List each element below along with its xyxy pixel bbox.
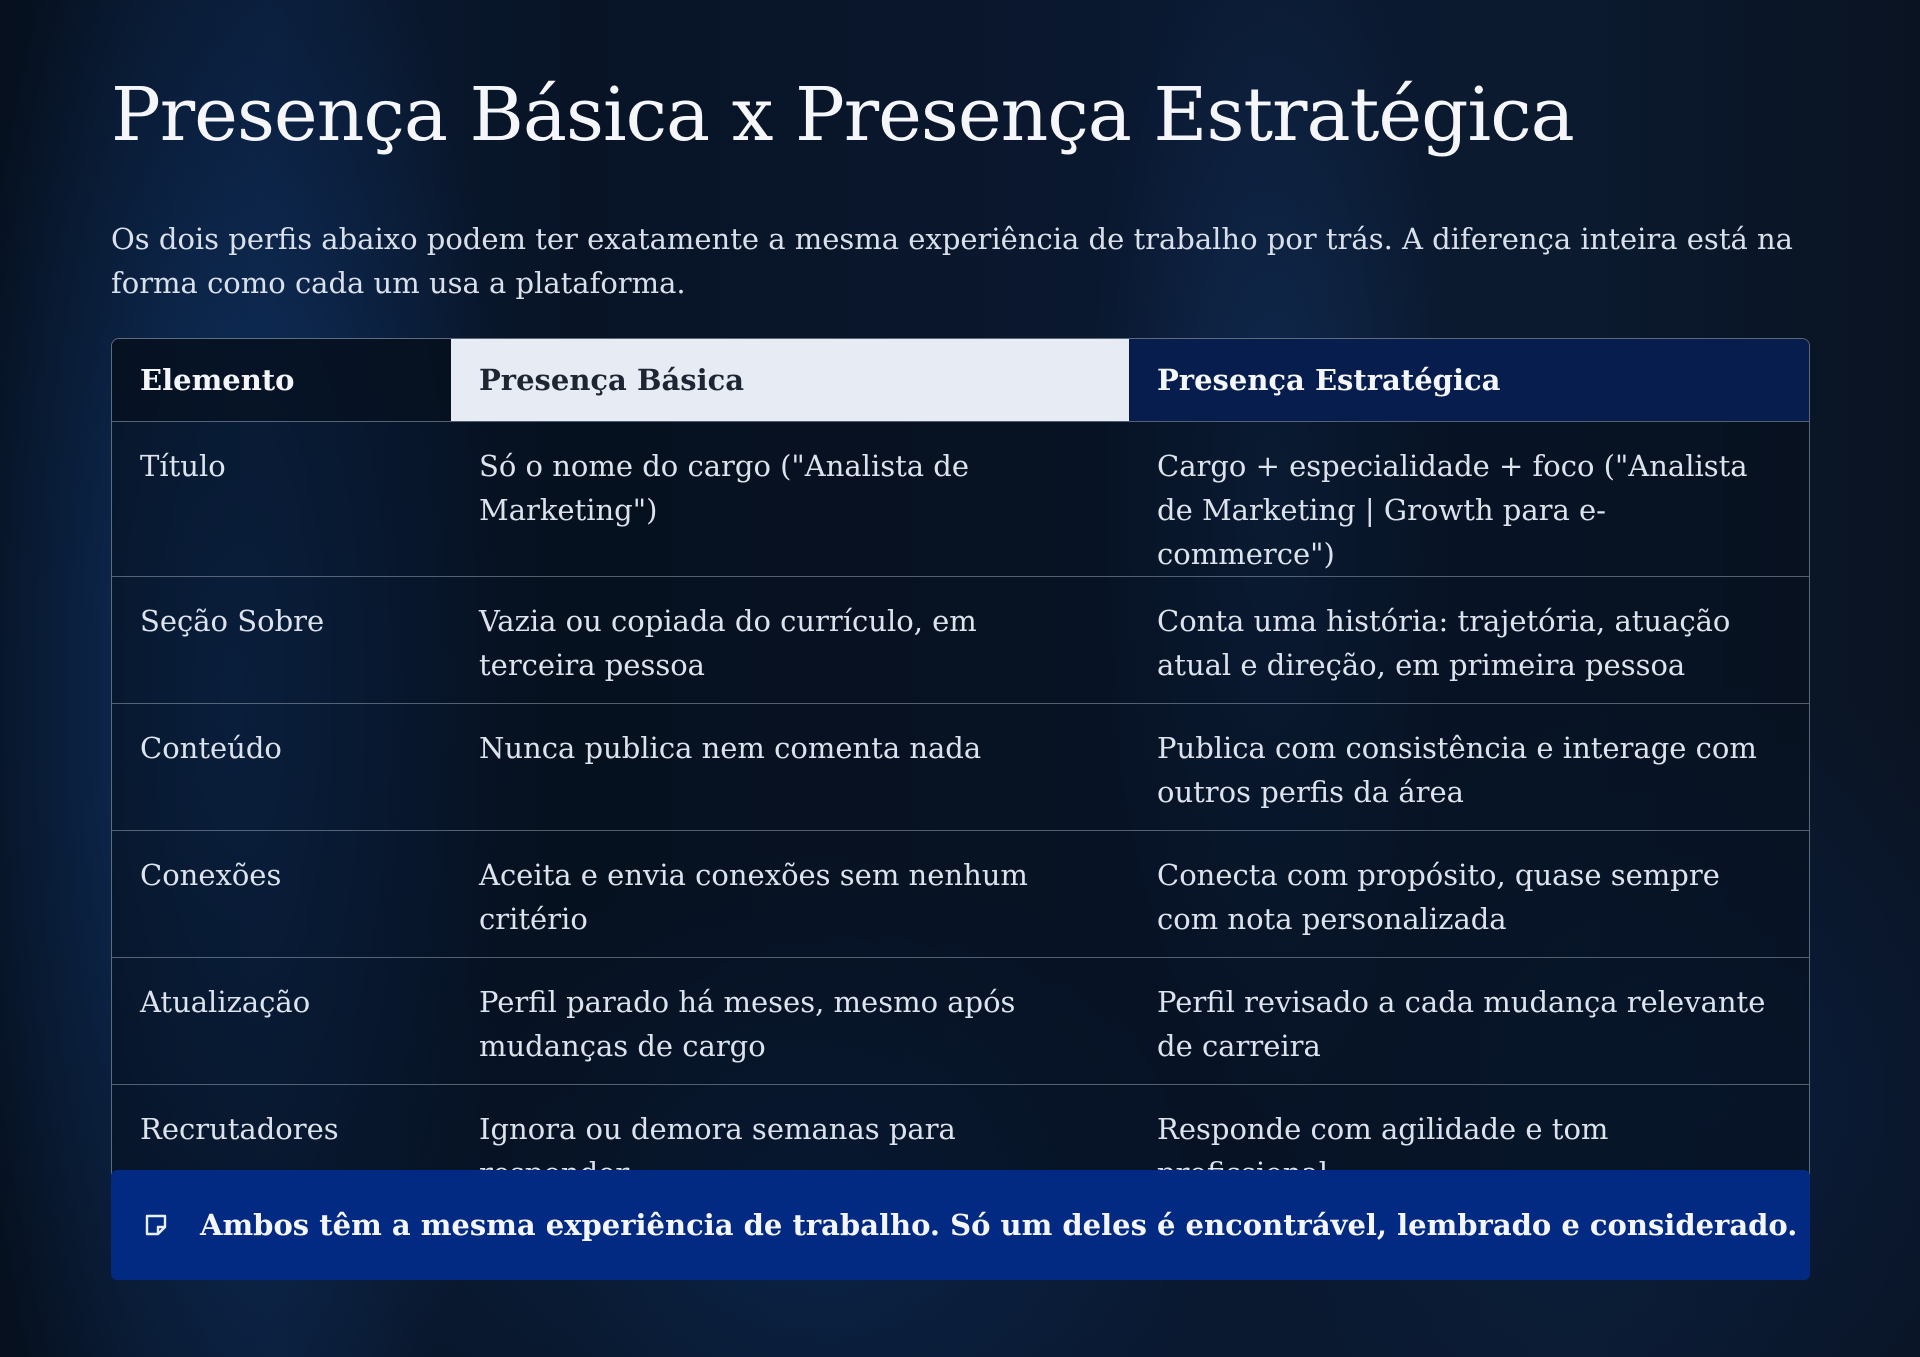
row-label: Recrutadores (112, 1084, 451, 1195)
page-title: Presença Básica x Presença Estratégica (111, 72, 1574, 158)
strategic-cell: Responde com agilidade e tom (1129, 1084, 1809, 1195)
basic-cell: Ignora ou demora semanas para (451, 1084, 1129, 1195)
column-header-elemento: Elemento (112, 339, 451, 421)
comparison-table (111, 338, 1810, 1196)
row-label: Título (112, 421, 451, 576)
basic-cell: Vazia ou copiada do currículo, em terceira pessoa (451, 576, 1129, 703)
row-label: Conteúdo (112, 703, 451, 830)
intro-paragraph: Os dois perfis abaixo podem ter exatamente a mesma experiência de trabalho por trás. A diferença inteira está na forma como cada um usa a plataforma. (111, 222, 1793, 300)
note-icon (144, 1213, 168, 1237)
table-row (112, 957, 1809, 1084)
strategic-cell: Perfil revisado a cada mudança relevante de carreira (1129, 957, 1809, 1084)
basic-cell: Nunca publica nem comenta nada (451, 703, 1129, 830)
row-label: Atualização (112, 957, 451, 1084)
callout-text: Ambos têm a mesma experiência de trabalho. Só um deles é encontrável, lembrado e considerado. (200, 1208, 1798, 1242)
column-header-presenca-basica: Presença Básica (451, 339, 1129, 421)
basic-cell: Aceita e envia conexões sem nenhum critério (451, 830, 1129, 957)
strategic-cell: Cargo + especialidade + foco ("Analista de Marketing | Growth para e-commerce") (1129, 421, 1809, 576)
table-row (112, 576, 1809, 703)
callout-box (111, 1170, 1810, 1280)
strategic-cell: Publica com consistência e interage com outros perfis da área (1129, 703, 1809, 830)
row-label: Conexões (112, 830, 451, 957)
basic-cell: Perfil parado há meses, mesmo após mudanças de cargo (451, 957, 1129, 1084)
strategic-cell: Conta uma história: trajetória, atuação atual e direção, em primeira pessoa (1129, 576, 1809, 703)
basic-cell: Só o nome do cargo ("Analista de Marketing") (451, 421, 1129, 576)
table-row (112, 421, 1809, 576)
strategic-cell: Conecta com propósito, quase sempre com nota personalizada (1129, 830, 1809, 957)
table-row (112, 830, 1809, 957)
table-header-row (112, 339, 1809, 421)
table-row (112, 703, 1809, 830)
row-label: Seção Sobre (112, 576, 451, 703)
column-header-presenca-estrategica: Presença Estratégica (1129, 339, 1809, 421)
